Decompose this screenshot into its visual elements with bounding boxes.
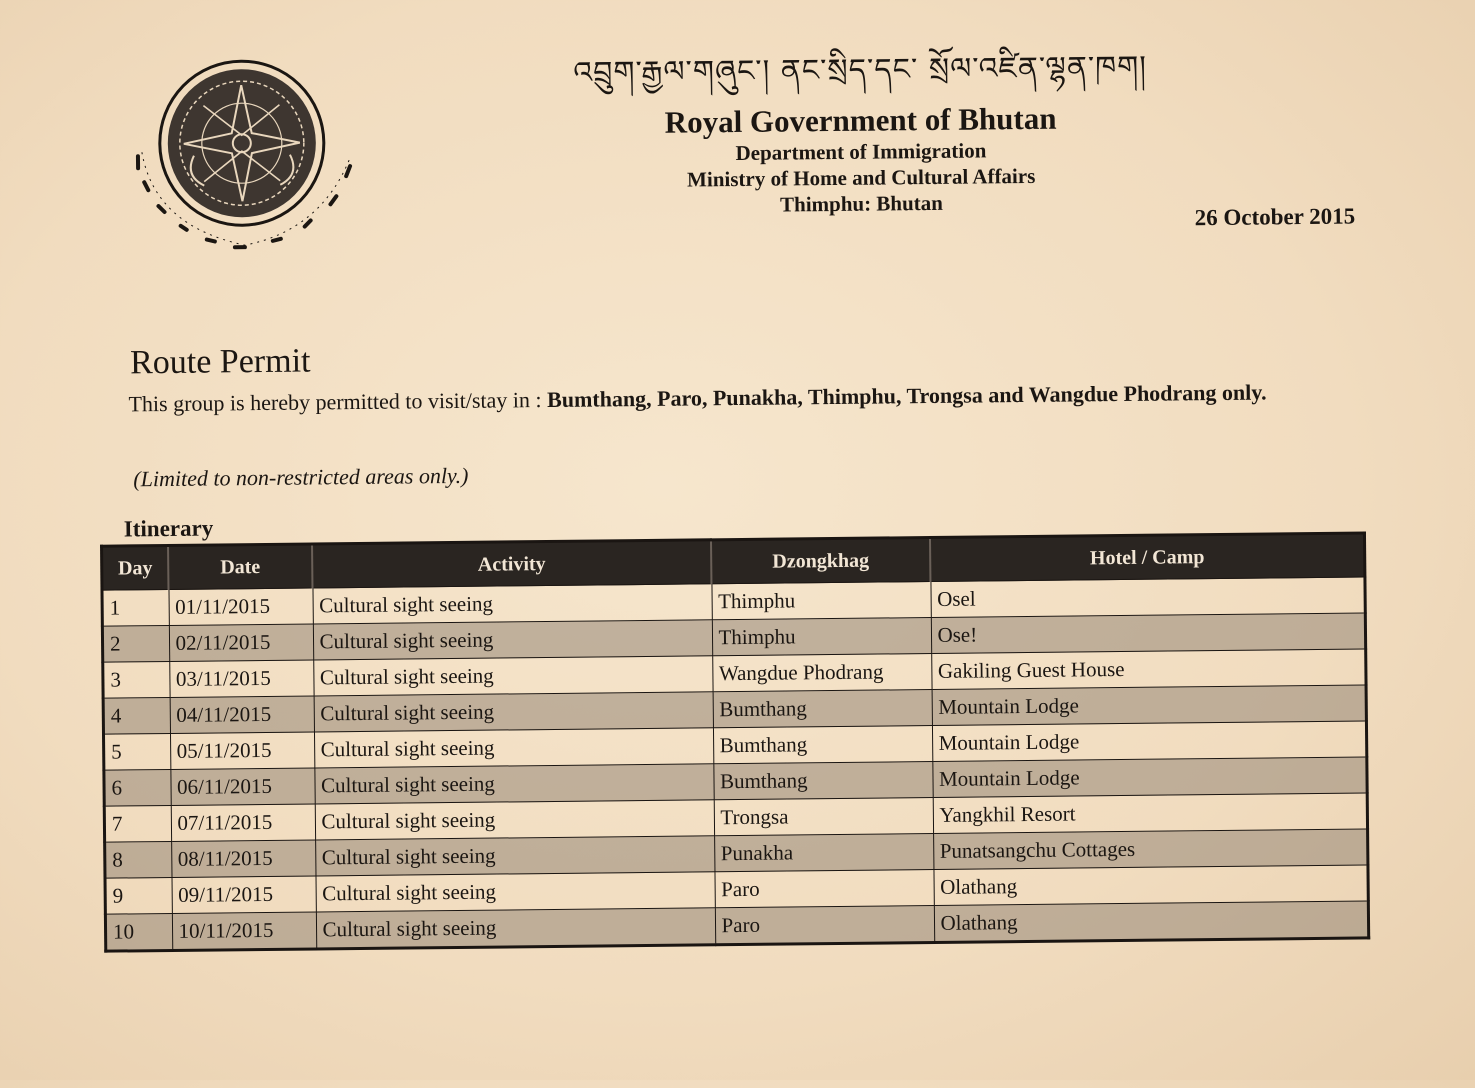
cell-dzongkhag: Bumthang xyxy=(713,726,932,764)
column-header-activity: Activity xyxy=(312,540,711,588)
cell-hotel: Olathang xyxy=(933,865,1368,906)
cell-hotel: Ose! xyxy=(931,613,1366,654)
column-header-hotel: Hotel / Camp xyxy=(930,533,1365,582)
cell-hotel: Osel xyxy=(930,577,1365,618)
cell-day: 7 xyxy=(104,805,171,842)
cell-date: 03/11/2015 xyxy=(169,660,313,698)
cell-hotel: Punatsangchu Cottages xyxy=(933,829,1368,870)
cell-activity: Cultural sight seeing xyxy=(314,692,713,732)
itinerary-label: Itinerary xyxy=(123,515,214,542)
cell-day: 8 xyxy=(105,841,172,878)
dzongkha-title: འབྲུག་རྒྱལ་གཞུང་། ནང་སྲིད་དང་ སྲོལ་འཛིན་ལྷན་ཁག། xyxy=(573,49,1148,91)
cell-hotel: Mountain Lodge xyxy=(932,685,1367,726)
cell-day: 2 xyxy=(102,625,169,662)
cell-activity: Cultural sight seeing xyxy=(315,836,714,876)
cell-date: 04/11/2015 xyxy=(170,696,314,734)
letterhead xyxy=(550,47,1172,219)
cell-day: 4 xyxy=(103,697,170,734)
cell-activity: Cultural sight seeing xyxy=(313,620,712,660)
cell-activity: Cultural sight seeing xyxy=(313,656,712,696)
cell-activity: Cultural sight seeing xyxy=(316,908,715,949)
cell-date: 09/11/2015 xyxy=(172,876,316,914)
cell-date: 02/11/2015 xyxy=(169,624,313,662)
column-header-day: Day xyxy=(102,545,169,590)
cell-dzongkhag: Punakha xyxy=(714,833,933,871)
cell-dzongkhag: Wangdue Phodrang xyxy=(712,654,931,692)
ministry-line: Ministry of Home and Cultural Affairs xyxy=(686,163,1036,192)
cell-hotel: Mountain Lodge xyxy=(932,757,1367,798)
itinerary-table xyxy=(100,531,1370,952)
cell-day: 9 xyxy=(105,877,172,914)
cell-day: 3 xyxy=(103,661,170,698)
cell-activity: Cultural sight seeing xyxy=(314,764,713,804)
location-line: Thimphu: Bhutan xyxy=(779,190,944,217)
column-header-dzongkhag: Dzongkhag xyxy=(711,538,930,584)
column-header-date: Date xyxy=(168,544,312,590)
cell-dzongkhag: Bumthang xyxy=(713,761,932,799)
cell-dzongkhag: Paro xyxy=(714,869,933,907)
cell-date: 10/11/2015 xyxy=(172,912,316,951)
cell-dzongkhag: Trongsa xyxy=(714,797,933,835)
cell-hotel: Gakiling Guest House xyxy=(931,649,1366,690)
cell-dzongkhag: Bumthang xyxy=(713,690,932,728)
cell-hotel: Olathang xyxy=(934,901,1369,943)
cell-date: 08/11/2015 xyxy=(171,840,315,878)
cell-hotel: Mountain Lodge xyxy=(932,721,1367,762)
department-line: Department of Immigration xyxy=(735,138,987,166)
cell-dzongkhag: Thimphu xyxy=(712,618,931,656)
cell-day: 10 xyxy=(105,913,172,951)
cell-date: 06/11/2015 xyxy=(170,768,314,806)
permit-intro: This group is hereby permitted to visit/stay in : xyxy=(128,387,548,417)
cell-activity: Cultural sight seeing xyxy=(312,584,711,624)
cell-day: 6 xyxy=(104,769,171,806)
royal-emblem-seal-icon xyxy=(123,54,365,267)
cell-day: 5 xyxy=(103,733,170,770)
cell-activity: Cultural sight seeing xyxy=(315,800,714,840)
cell-date: 05/11/2015 xyxy=(170,732,314,770)
cell-activity: Cultural sight seeing xyxy=(314,728,713,768)
cell-dzongkhag: Thimphu xyxy=(711,582,930,620)
government-title: Royal Government of Bhutan xyxy=(664,100,1057,140)
cell-date: 01/11/2015 xyxy=(168,588,312,626)
permit-title: Route Permit xyxy=(129,342,311,382)
restriction-note: (Limited to non-restricted areas only.) xyxy=(133,462,469,492)
permit-statement xyxy=(128,373,1398,422)
document-date: 26 October 2015 xyxy=(1194,203,1356,231)
cell-day: 1 xyxy=(102,589,169,626)
permitted-places: Bumthang, Paro, Punakha, Thimphu, Trongsa and Wangdue Phodrang only. xyxy=(546,379,1267,413)
cell-dzongkhag: Paro xyxy=(715,905,934,944)
cell-date: 07/11/2015 xyxy=(171,804,315,842)
cell-hotel: Yangkhil Resort xyxy=(933,793,1368,834)
cell-activity: Cultural sight seeing xyxy=(315,872,714,912)
